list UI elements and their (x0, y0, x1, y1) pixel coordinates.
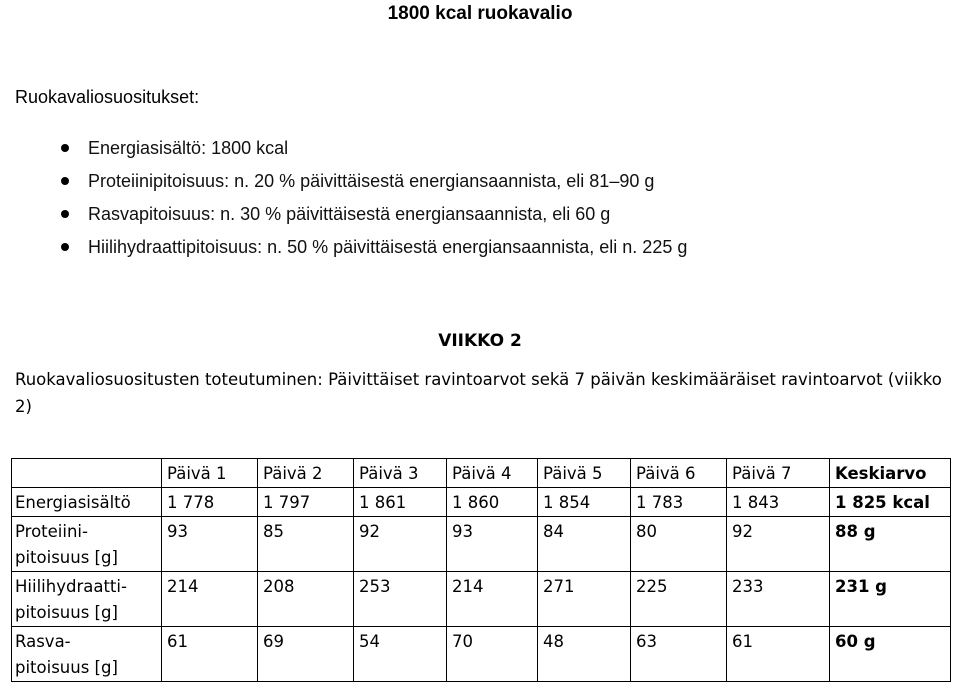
row-label: Rasva- pitoisuus [g] (12, 627, 162, 682)
column-header-day: Päivä 4 (447, 459, 538, 488)
bullet-icon (61, 144, 69, 152)
table-row (12, 627, 951, 682)
bullet-icon (61, 210, 69, 218)
column-header-day: Päivä 3 (354, 459, 447, 488)
recommendations-heading: Ruokavaliosuositukset: (15, 87, 200, 107)
table-row (12, 572, 951, 627)
average-cell: 231 g (830, 572, 951, 627)
column-header-day: Päivä 5 (538, 459, 631, 488)
table-cell: 225 (631, 572, 727, 627)
list-item (0, 203, 687, 236)
average-cell: 1 825 kcal (830, 488, 951, 517)
list-item (0, 170, 687, 203)
column-header-day: Päivä 6 (631, 459, 727, 488)
row-label: Proteiini- pitoisuus [g] (12, 517, 162, 572)
row-label: Hiilihydraatti- pitoisuus [g] (12, 572, 162, 627)
table-cell: 85 (258, 517, 354, 572)
table-cell: 1 778 (162, 488, 258, 517)
table-cell: 1 854 (538, 488, 631, 517)
table-cell: 54 (354, 627, 447, 682)
column-header-average: Keskiarvo (830, 459, 951, 488)
table-cell: 84 (538, 517, 631, 572)
bullet-icon (61, 243, 69, 251)
recommendations-list (0, 137, 687, 269)
column-header-day: Päivä 7 (727, 459, 830, 488)
table-cell: 253 (354, 572, 447, 627)
table-cell: 92 (727, 517, 830, 572)
list-item (0, 236, 687, 269)
table-cell: 1 797 (258, 488, 354, 517)
table-row (12, 488, 951, 517)
table-cell: 69 (258, 627, 354, 682)
column-header-day: Päivä 1 (162, 459, 258, 488)
table-cell: 70 (447, 627, 538, 682)
table-cell: 61 (727, 627, 830, 682)
table-row (12, 517, 951, 572)
table-cell: 271 (538, 572, 631, 627)
table-cell: 80 (631, 517, 727, 572)
table-header-row (12, 459, 951, 488)
average-cell: 60 g (830, 627, 951, 682)
list-item-text: Rasvapitoisuus: n. 30 % päivittäisestä energiansaannista, eli 60 g (88, 204, 611, 224)
table-cell: 1 861 (354, 488, 447, 517)
table-cell: 208 (258, 572, 354, 627)
table-cell: 48 (538, 627, 631, 682)
column-header-day: Päivä 2 (258, 459, 354, 488)
table-cell: 93 (447, 517, 538, 572)
average-cell: 88 g (830, 517, 951, 572)
summary-text: Ruokavaliosuositusten toteutuminen: Päivittäiset ravintoarvot sekä 7 päivän keskimääräiset ravintoarvot (viikko 2) (15, 370, 942, 416)
table-cell: 214 (162, 572, 258, 627)
list-item-text: Energiasisältö: 1800 kcal (88, 138, 289, 158)
table-cell: 92 (354, 517, 447, 572)
list-item-text: Proteiinipitoisuus: n. 20 % päivittäisestä energiansaannista, eli 81–90 g (88, 171, 655, 191)
table-cell: 1 843 (727, 488, 830, 517)
table-cell: 214 (447, 572, 538, 627)
table-cell: 93 (162, 517, 258, 572)
table-corner-cell (12, 459, 162, 488)
bullet-icon (61, 177, 69, 185)
table-cell: 233 (727, 572, 830, 627)
table-cell: 61 (162, 627, 258, 682)
table-cell: 63 (631, 627, 727, 682)
table-cell: 1 860 (447, 488, 538, 517)
row-label: Energiasisältö (12, 488, 162, 517)
list-item (0, 137, 687, 170)
list-item-text: Hiilihydraattipitoisuus: n. 50 % päivittäisestä energiansaannista, eli n. 225 g (88, 237, 688, 257)
nutrition-table (11, 458, 951, 682)
week-heading: VIIKKO 2 (438, 331, 522, 351)
table-cell: 1 783 (631, 488, 727, 517)
page-title: 1800 kcal ruokavalio (387, 3, 573, 24)
